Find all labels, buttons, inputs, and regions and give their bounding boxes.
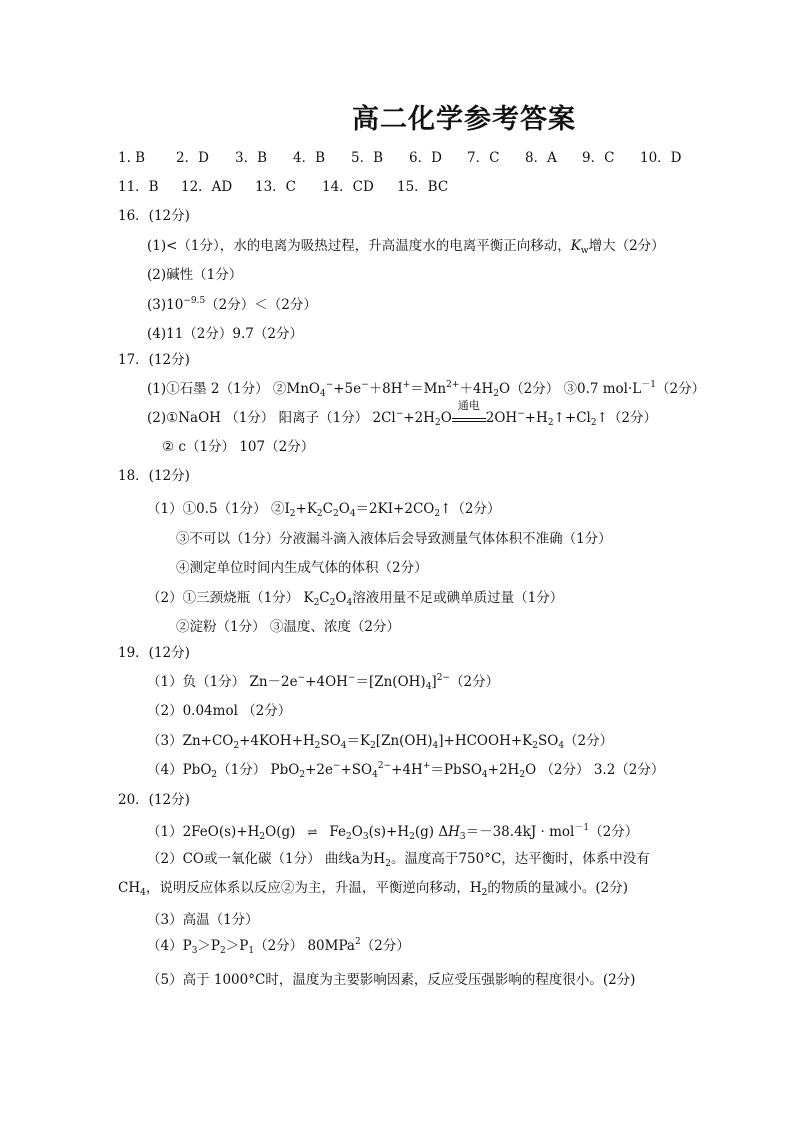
subscript: 4: [481, 770, 488, 780]
q19-text: （1）负（1分） Zn－2e: [147, 674, 298, 690]
superscript: +: [402, 380, 411, 390]
q20-text: （2分） 80MPa: [254, 938, 355, 954]
superscript: −: [332, 761, 341, 771]
mc-answer: 11．B: [118, 179, 159, 195]
q19-text: +2H: [487, 762, 520, 778]
superscript: −: [395, 409, 404, 419]
superscript: −: [297, 673, 306, 683]
q20-text: ＞P: [225, 938, 249, 954]
subscript: 4: [558, 741, 565, 751]
q17-text: ↑+Cl: [553, 410, 591, 426]
subscript: 2: [233, 741, 240, 751]
q18-text: C: [322, 501, 333, 517]
q19-text: （2分）: [564, 733, 614, 749]
subscript: 2: [370, 741, 376, 751]
q20-text: CH: [118, 880, 141, 896]
subscript: 2: [346, 832, 352, 842]
mc-answer: 7．C: [467, 150, 500, 166]
q20-text: （2分）: [589, 824, 639, 840]
q20-text: ，说明反应体系以反应②为主，升温，平衡逆向移动，H: [145, 880, 482, 896]
q16-line-3: [147, 296, 317, 314]
q18-text: ↑（2分）: [440, 501, 501, 517]
mc-answer: 12．AD: [181, 179, 233, 195]
superscript: 2+: [446, 380, 460, 390]
mc-answer: 13．C: [255, 179, 297, 195]
q20-text: （4）P: [147, 938, 192, 954]
q19-line-2: （2）0.04mol （2分）: [147, 703, 292, 719]
q16-text: 增大（2分）: [588, 238, 665, 254]
enthalpy-symbol: H: [448, 824, 460, 840]
subscript: 2: [220, 946, 226, 956]
subscript: 3: [191, 946, 198, 956]
q18-line-3: ④测定单位时间内生成气体的体积（2分）: [176, 560, 428, 576]
superscript: −: [325, 380, 334, 390]
superscript: 2−: [377, 761, 392, 771]
q19-line-3: [147, 732, 613, 750]
q19-heading: 19．(12分): [118, 645, 190, 661]
q17-text: ＋4H: [459, 381, 494, 397]
superscript: −: [347, 673, 356, 683]
q18-text: C: [319, 590, 330, 606]
subscript: 4: [432, 741, 439, 751]
mc-answer: 14．CD: [322, 179, 374, 195]
q19-text: ＝K: [346, 733, 371, 749]
subscript: 2: [532, 741, 538, 751]
q16-line-1: [147, 237, 665, 255]
mc-answer: 5．B: [351, 150, 384, 166]
subscript: 2: [434, 418, 441, 428]
subscript: 2: [590, 418, 597, 428]
reversible-arrow-icon: ⇌: [307, 825, 318, 839]
q20-text: 。温度高于750°C，达平衡时，体系中没有: [390, 851, 650, 867]
subscript: 3: [459, 832, 466, 842]
q20-line-6: （5）高于 1000°C时，温度为主要影响因素，反应受压强影响的程度很小。(2分): [147, 972, 636, 988]
q17-text: (1)①石墨 2（1分） ②MnO: [147, 381, 320, 397]
superscript: －1: [574, 823, 590, 833]
subscript: 2: [519, 770, 526, 780]
q19-text: ]: [431, 674, 437, 690]
subscript: 4: [340, 741, 347, 751]
mc-answers-row-2: [118, 178, 448, 196]
mc-answer: 9．C: [582, 150, 615, 166]
q18-line-2: ③不可以（1分）分液漏斗滴入液体后会导致测量气体体积不准确（1分）: [176, 531, 612, 547]
q18-text: 溶液用量不足或碘单质过量（1分）: [352, 590, 564, 606]
q20-text: Fe: [329, 824, 347, 840]
page-title: 高二化学参考答案: [352, 104, 576, 135]
q20-text: (g) Δ: [414, 824, 449, 840]
q17-heading: 17．(12分): [118, 352, 190, 368]
subscript: 4: [319, 389, 326, 399]
electrolysis-condition: 通电: [457, 399, 480, 412]
q19-text: O （2分） 3.2（2分）: [525, 762, 665, 778]
subscript: 1: [248, 946, 255, 956]
q17-text: +5e: [333, 381, 362, 397]
mc-answer: 6．D: [409, 150, 442, 166]
q20-text: ＝－38.4kJ · mol: [465, 824, 575, 840]
q17-text: ＝Mn: [410, 381, 447, 397]
q19-text: +SO: [340, 762, 373, 778]
q18-heading: 18．(12分): [118, 468, 190, 484]
double-bar: [452, 418, 486, 422]
mc-answer: 8．A: [525, 150, 557, 166]
q19-line-4: [147, 761, 664, 779]
subscript: 3: [362, 832, 369, 842]
subscript: 2: [259, 832, 266, 842]
q19-text: （3）Zn+CO: [147, 733, 234, 749]
mc-answer: 4．B: [293, 150, 326, 166]
subscript: 2: [333, 509, 339, 519]
q20-text: O: [351, 824, 363, 840]
q19-text: SO: [320, 733, 341, 749]
q17-line-2: [147, 399, 657, 428]
q17-text: +2H: [403, 410, 435, 426]
mc-answer: 15．BC: [397, 179, 449, 195]
q19-text: [Zn(OH): [375, 733, 433, 749]
q17-line-3: ② c（1分） 107（2分）: [162, 439, 315, 455]
q19-text: ＝[Zn(OH): [355, 674, 426, 690]
q18-line-1: [147, 500, 501, 518]
q17-text: ＋8H: [368, 381, 403, 397]
q17-text: （2分）: [655, 381, 706, 397]
q20-heading: 20．(12分): [118, 792, 190, 808]
q18-text: （1）①0.5（1分） ②I: [147, 501, 290, 517]
subscript: 2: [329, 598, 336, 608]
q18-text: O: [335, 590, 347, 606]
q17-text: O: [440, 410, 452, 426]
q16-text: （2分）＜（2分）: [205, 297, 317, 313]
q19-line-1: [147, 673, 499, 691]
q20-text: (s)+H: [368, 824, 410, 840]
q19-text: +4OH: [305, 674, 348, 690]
subscript: 4: [346, 598, 353, 608]
q17-text: (2)①NaOH （1分） 阳离子（1分） 2Cl: [147, 410, 396, 426]
q16-heading: 16．(12分): [118, 208, 190, 224]
subscript: 2: [289, 509, 296, 519]
superscript: +: [422, 761, 431, 771]
q20-line-2: [147, 850, 650, 868]
q19-text: SO: [537, 733, 559, 749]
mc-answer: 1. B: [118, 150, 146, 166]
q19-text: （2分）: [449, 674, 500, 690]
q19-text: +4H: [391, 762, 423, 778]
subscript: 2: [313, 598, 320, 608]
subscript: 2: [493, 389, 500, 399]
q19-text: （4）PbO: [147, 762, 212, 778]
superscript: 2−: [436, 673, 450, 683]
q17-text: 2OH: [485, 410, 518, 426]
mc-answers-row-1: [118, 149, 682, 167]
q18-text: （2）①三颈烧瓶（1分） K: [147, 590, 314, 606]
q16-line-2: (2)碱性（1分）: [147, 267, 243, 283]
mc-answer: 2．D: [176, 150, 209, 166]
q16-text: (3)10: [147, 297, 184, 313]
q19-text: +4KOH+H: [239, 733, 315, 749]
subscript: 4: [140, 888, 146, 898]
subscript: 2: [299, 770, 306, 780]
q19-text: （1分） PbO: [217, 762, 300, 778]
electrolysis-equals-sign: [452, 399, 486, 422]
q20-line-4: （3）高温（1分）: [147, 912, 259, 928]
q16-text: (1)<（1分），水的电离为吸热过程，升高温度水的电离平衡正向移动，: [147, 238, 571, 254]
subscript: 4: [349, 509, 356, 519]
q17-text: O（2分） ③0.7 mol·L: [499, 381, 642, 397]
subscript: 2: [409, 832, 415, 842]
subscript: 2: [385, 859, 391, 869]
q17-text: ↑（2分）: [596, 410, 657, 426]
q18-text: ＝2KI+2CO: [355, 501, 435, 517]
subscript: 2: [316, 509, 323, 519]
mc-answer: 3．B: [235, 150, 268, 166]
q18-line-5: ②淀粉（1分） ③温度、浓度（2分）: [176, 619, 400, 635]
subscript: 2: [481, 888, 488, 898]
q20-line-5: [147, 937, 410, 955]
q20-text: ＞P: [197, 938, 221, 954]
subscript: 2: [211, 770, 218, 780]
superscript: −: [361, 380, 369, 390]
subscript: 2: [547, 418, 554, 428]
q19-text: +2e: [305, 762, 333, 778]
q19-text: ＝PbSO: [430, 762, 482, 778]
q16-line-4: (4)11（2分）9.7（2分）: [147, 326, 303, 342]
superscript: −: [517, 409, 525, 419]
q20-line-1: [147, 823, 638, 841]
q18-text: +K: [295, 501, 317, 517]
superscript: －1: [641, 380, 656, 390]
q17-text: +H: [524, 410, 548, 426]
subscript: 4: [372, 770, 378, 780]
q18-line-4: [147, 589, 563, 607]
q20-text: （1）2FeO(s)+H: [147, 824, 260, 840]
q20-line-3: [118, 879, 628, 897]
subscript: 2: [314, 741, 321, 751]
q20-text: 的物质的量减小。(2分): [487, 880, 628, 896]
q17-line-1: [147, 380, 705, 398]
mc-answer: 10．D: [640, 150, 682, 166]
superscript: 2: [355, 937, 361, 947]
subscript: 2: [434, 509, 441, 519]
subscript: 4: [425, 682, 432, 692]
q19-text: ]+HCOOH+K: [438, 733, 533, 749]
q20-text: （2）CO或一氧化碳（1分） 曲线a为H: [147, 851, 386, 867]
kw-subscript: w: [580, 246, 589, 256]
q20-text: O(g): [265, 824, 296, 840]
q20-text: （2分）: [360, 938, 410, 954]
kw-symbol: K: [570, 238, 581, 254]
exponent: −9.5: [183, 296, 206, 306]
q18-text: O: [338, 501, 350, 517]
